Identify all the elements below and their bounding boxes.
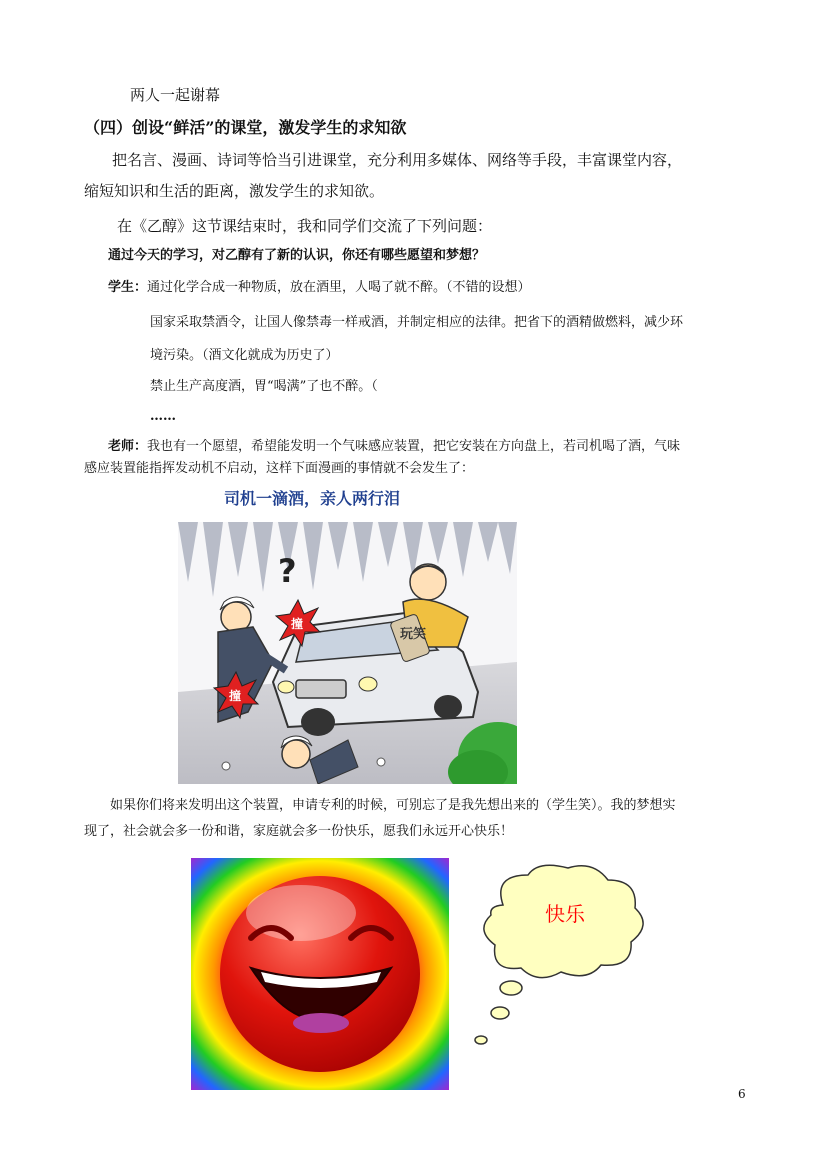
cartoon-play-label: 玩笑 xyxy=(400,627,427,642)
cartoon-hit-label-1: 撞 xyxy=(291,617,304,631)
student-answer-3: 禁止生产高度酒，胃“喝满”了也不醉。（ xyxy=(150,379,378,394)
cartoon-illustration xyxy=(178,522,517,784)
svg-text:?: ? xyxy=(278,552,297,590)
student-label: 学生： xyxy=(108,280,148,295)
text-line-bow: 两人一起谢幕 xyxy=(130,86,221,104)
cartoon-caption: 司机一滴酒，亲人两行泪 xyxy=(224,489,401,508)
student-answer-1-text: 通过化学合成一种物质，放在酒里，人喝了就不醉。（不错的设想） xyxy=(147,280,531,295)
teacher-line-1 xyxy=(108,437,680,457)
teacher-line-1-text: 我也有一个愿望，希望能发明一个气味感应装置，把它安装在方向盘上，若司机喝了酒，气味 xyxy=(147,439,681,454)
laughing-face-icon xyxy=(191,858,449,1090)
drunk-driving-cartoon xyxy=(178,522,517,784)
thought-bubble xyxy=(473,860,653,1050)
student-answer-2-line-2: 境污染。（酒文化就成为历史了） xyxy=(150,348,339,363)
student-answer-2-line-1: 国家采取禁酒令，让国人像禁毒一样戒酒，并制定相应的法律。把省下的酒精做燃料，减少环 xyxy=(150,315,684,330)
teacher-label: 老师： xyxy=(108,439,148,454)
thought-cloud-icon xyxy=(473,860,653,1050)
page-number: 6 xyxy=(738,1087,746,1101)
cartoon-hit-label-2: 撞 xyxy=(229,689,242,703)
paragraph-2: 在《乙醇》这节课结束时，我和同学们交流了下列问题： xyxy=(117,217,493,235)
bubble-text: 快乐 xyxy=(545,902,585,926)
paragraph-1-line-1: 把名言、漫画、诗词等恰当引进课堂，充分利用多媒体、网络等手段，丰富课堂内容， xyxy=(112,151,683,169)
ellipsis: …… xyxy=(150,409,176,424)
paragraph-1-line-2: 缩短知识和生活的距离，激发学生的求知欲。 xyxy=(84,182,385,200)
question-text: 通过今天的学习，对乙醇有了新的认识，你还有哪些愿望和梦想？ xyxy=(108,248,486,263)
teacher-line-2: 感应装置能指挥发动机不启动，这样下面漫画的事情就不会发生了： xyxy=(84,461,475,476)
closing-line-1: 如果你们将来发明出这个装置，申请专利的时候，可别忘了是我先想出来的（学生笑）。我的梦想实 xyxy=(110,798,676,813)
student-answer-1 xyxy=(108,278,531,298)
section-heading: （四）创设“鲜活”的课堂，激发学生的求知欲 xyxy=(84,118,407,137)
rainbow-smiley-image xyxy=(191,858,449,1090)
closing-line-2: 现了，社会就会多一份和谐，家庭就会多一份快乐，愿我们永远开心快乐！ xyxy=(84,824,514,839)
